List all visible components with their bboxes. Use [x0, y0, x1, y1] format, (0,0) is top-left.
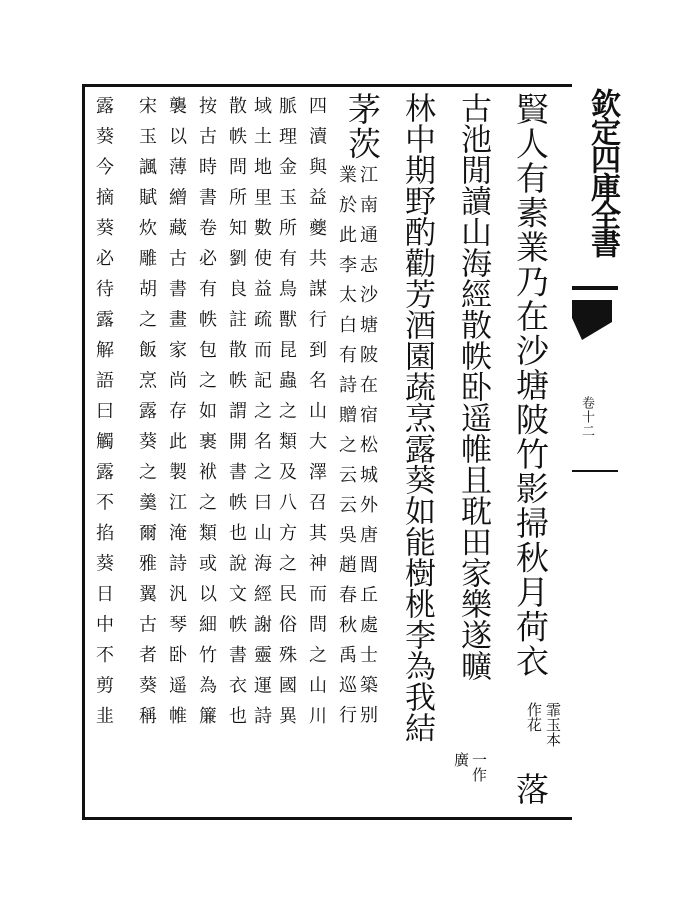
text-column-8: 散帙問所知劉良註散帙謂開書帙也說文帙書衣也	[226, 96, 247, 737]
text-column-4-note-left: 業於此李太白有詩贈之云云吳趙春秋禹巡行	[336, 165, 357, 735]
annotation-1b: 作花	[525, 702, 543, 732]
text-column-4-main: 茅茨	[343, 92, 382, 161]
text-column-7: 域土地里數使益疏而記之名之曰山海經謝靈運詩	[251, 96, 272, 737]
fish-tail-lower-bar	[572, 470, 618, 472]
text-column-6: 脈理金玉所有鳥獸昆蟲之類及八方之民俗殊國異	[276, 96, 297, 737]
fish-tail-icon	[572, 300, 612, 340]
text-column-11: 宋玉諷賦炊雕胡之飯烹露葵之羹爾雅翼古者葵稱	[136, 96, 157, 737]
text-column-1: 賢人有素業乃在沙塘陂竹影掃秋月荷衣	[511, 92, 550, 679]
annotation-2a: 一作	[470, 752, 488, 782]
text-column-5: 四瀆與益夔共謀行到名山大澤召其神而問之山川	[306, 96, 327, 737]
book-title: 欽定四庫全書	[585, 88, 620, 256]
text-column-10: 襲以薄繒藏古書畫家尚存此製江淹詩汎琴卧遥帷	[166, 96, 187, 737]
fish-tail-bar	[572, 286, 618, 290]
annotation-1a: 霏玉本	[544, 702, 562, 747]
text-column-2: 古池閒讀山海經散帙卧遥帷且耽田家樂遂曠	[455, 92, 491, 681]
annotation-2b: 廣	[452, 752, 470, 767]
text-column-12: 露葵今摘葵必待露解語曰觸露不掐葵日中不剪韭	[93, 96, 114, 737]
text-column-3: 林中期野酌勸芳酒園蔬烹露葵如能樹桃李為我結	[399, 92, 435, 743]
text-column-4-note-right: 江南通志沙塘陂在宿松城外唐閭丘處士築别	[357, 165, 378, 735]
text-column-1-tail: 落	[511, 772, 550, 807]
text-column-9: 按古時書卷必有帙包之如裹袱之類或以細竹為簾	[196, 96, 217, 737]
volume-number: 卷十二	[579, 396, 594, 438]
